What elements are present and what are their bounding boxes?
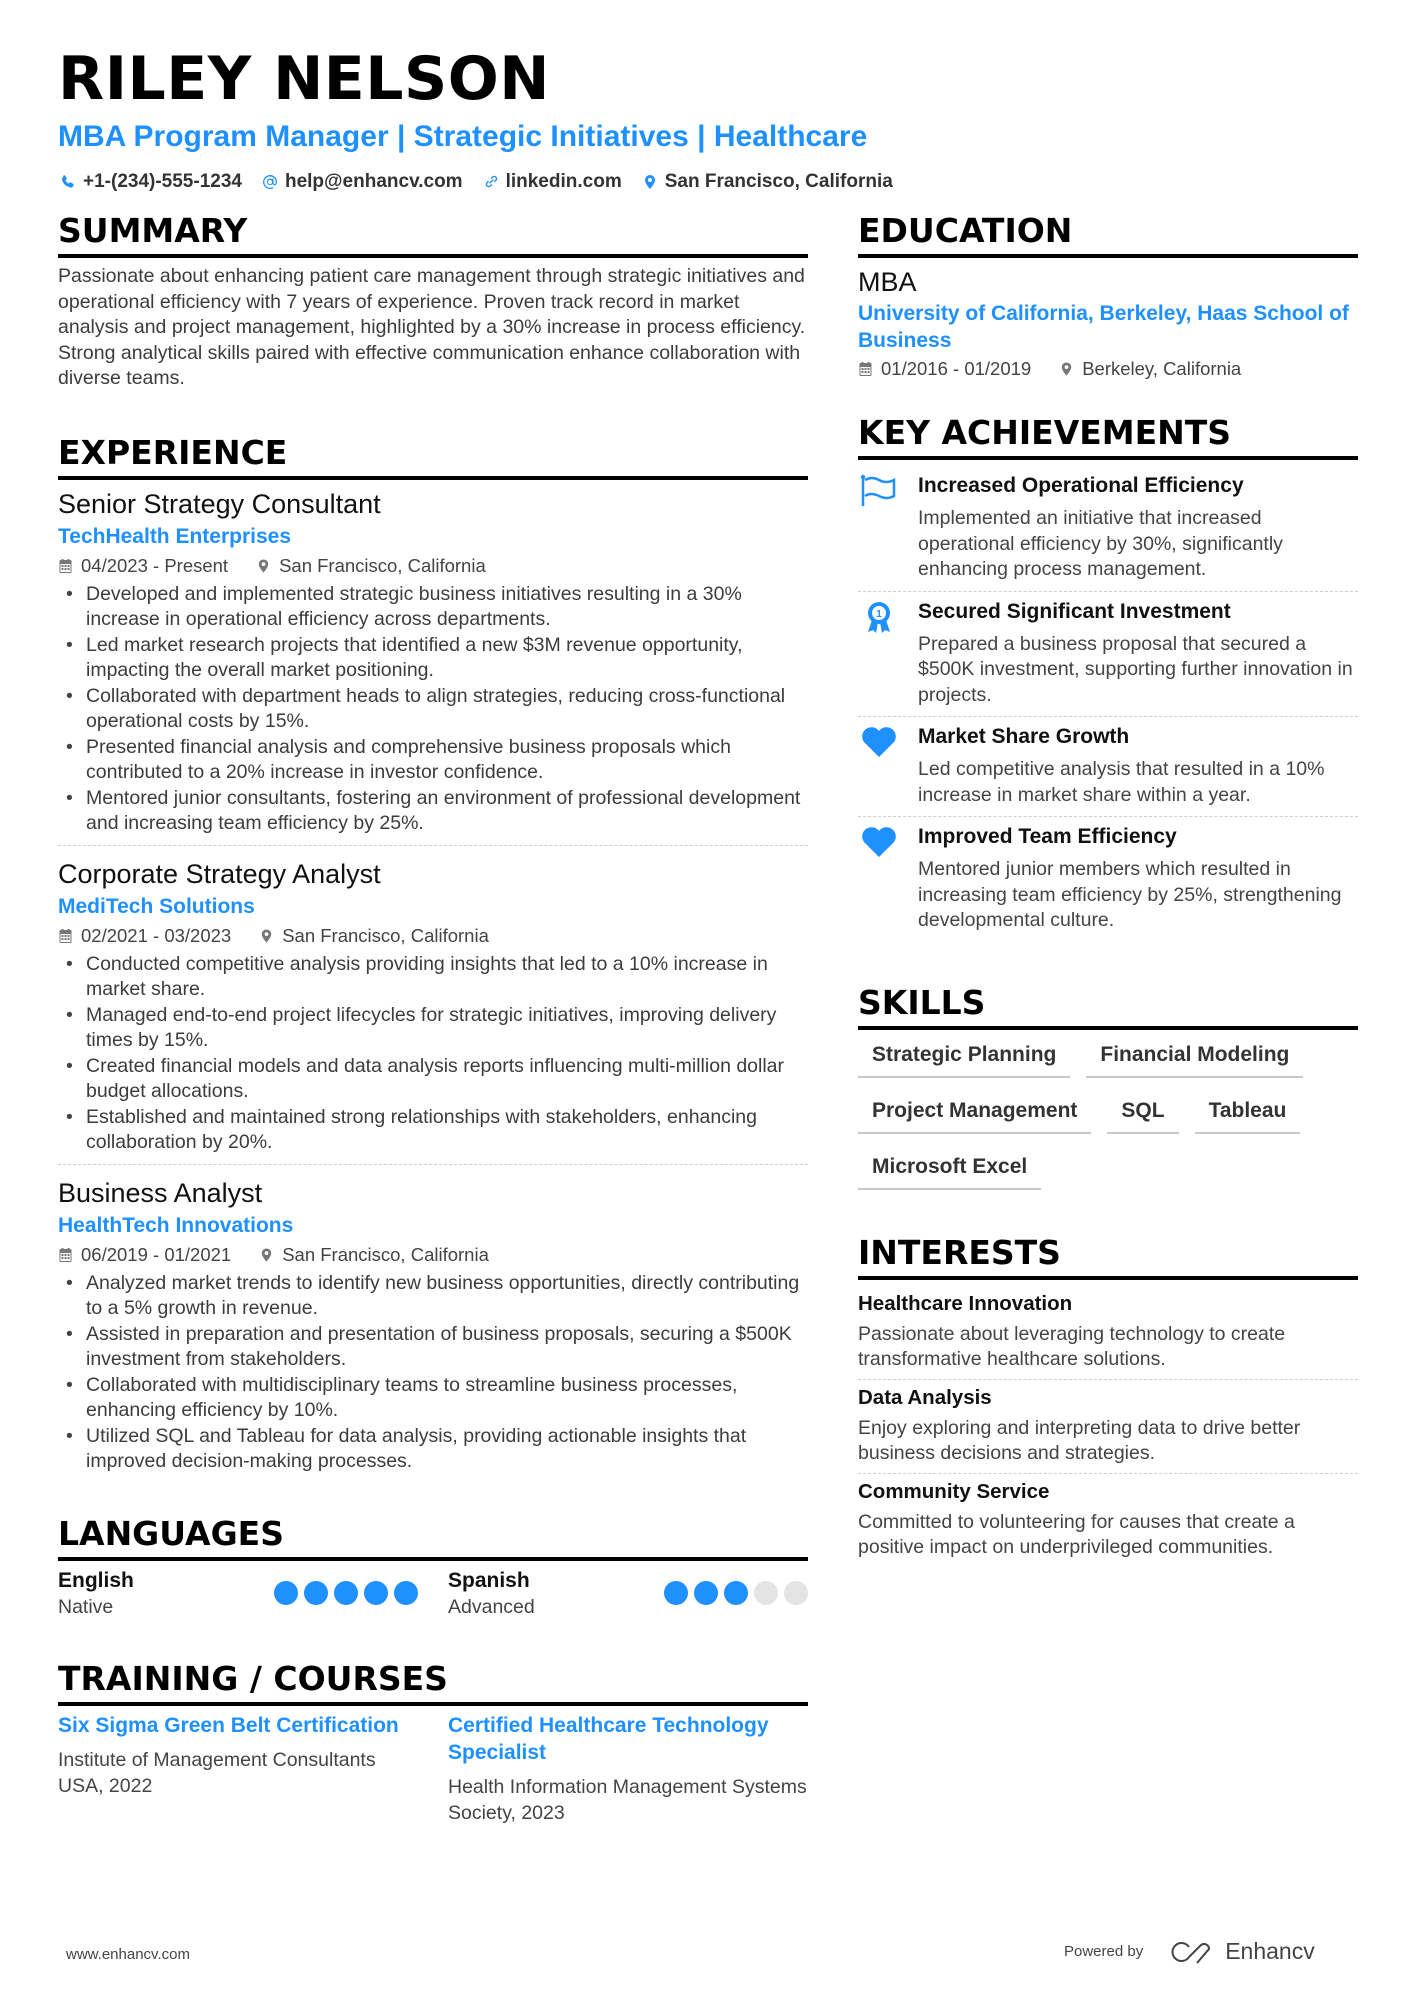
language-item [58, 1567, 418, 1620]
education-location: Berkeley, California [1082, 358, 1242, 379]
dot-filled [724, 1581, 748, 1605]
proficiency-dots [664, 1581, 808, 1605]
company-name: MediTech Solutions [58, 894, 255, 918]
calendar-icon [58, 558, 73, 574]
language-level: Advanced [448, 1595, 535, 1618]
job-location: San Francisco, California [282, 924, 489, 946]
skill-tag: Tableau [1195, 1092, 1301, 1134]
education-meta [858, 354, 1358, 384]
job-location: San Francisco, California [282, 1243, 489, 1265]
course-item [58, 1712, 418, 1826]
candidate-name: RILEY NELSON [58, 44, 550, 114]
interest-title: Data Analysis [858, 1385, 992, 1409]
headline: MBA Program Manager | Strategic Initiatives | Healthcare [58, 120, 868, 153]
email-text: help@enhancv.com [284, 171, 463, 192]
at-icon [262, 174, 278, 190]
languages-section [58, 1513, 808, 1620]
job-dates: 04/2023 - Present [81, 554, 229, 576]
calendar-icon [858, 361, 873, 377]
job-bullets [58, 1271, 808, 1475]
achievement-title: Market Share Growth [918, 725, 1130, 748]
dot-filled [334, 1581, 358, 1605]
calendar-icon [58, 928, 73, 944]
heart-icon [858, 823, 900, 934]
company-name: HealthTech Innovations [58, 1213, 294, 1237]
dot-empty [754, 1581, 778, 1605]
job-title: Business Analyst [58, 1177, 263, 1208]
link-icon [483, 174, 499, 190]
contact-phone[interactable] [60, 168, 242, 196]
job-dates: 06/2019 - 01/2021 [81, 1243, 232, 1265]
contact-location [642, 168, 893, 196]
job-meta [58, 1241, 808, 1269]
skill-tag: SQL [1107, 1092, 1178, 1134]
skill-tag: Financial Modeling [1086, 1036, 1303, 1078]
course-title: Six Sigma Green Belt Certification [58, 1713, 399, 1737]
section-title-interests: INTERESTS [858, 1232, 1358, 1280]
achievement-title: Secured Significant Investment [918, 599, 1231, 623]
interest-desc: Enjoy exploring and interpreting data to drive better business decisions and strategies. [858, 1416, 1301, 1464]
job-bullets [58, 582, 808, 837]
language-level: Native [58, 1595, 114, 1618]
company-name: TechHealth Enterprises [58, 524, 292, 548]
skill-tag: Strategic Planning [858, 1036, 1070, 1078]
experience-section [58, 432, 808, 1483]
section-title-skills: SKILLS [858, 982, 1358, 1030]
education-dates: 01/2016 - 01/2019 [881, 358, 1032, 379]
achievement-item [858, 817, 1358, 942]
language-name: Spanish [448, 1568, 530, 1592]
interest-item [858, 1286, 1358, 1380]
bullet-item: • Developed and implemented strategic business initiatives resulting in a 30% increase in operational efficiency across departments. [58, 582, 808, 633]
achievement-desc: Mentored junior members which resulted in increasing team efficiency by 25%, strengthening developmental culture. [918, 858, 1342, 931]
job-entry [58, 1175, 808, 1483]
bullet-item: • Established and maintained strong relationships with stakeholders, enhancing collaboration by 20%. [58, 1105, 808, 1156]
achievement-title: Improved Team Efficiency [918, 825, 1177, 848]
section-title-education: EDUCATION [858, 210, 1358, 258]
footer-website-link[interactable]: www.enhancv.com [66, 1946, 190, 1963]
degree: MBA [858, 267, 917, 297]
dot-empty [784, 1581, 808, 1605]
right-column [858, 210, 1358, 1567]
bullet-item: • Created financial models and data analysis reports influencing multi-million dollar budget allocations. [58, 1054, 808, 1105]
calendar-icon [58, 1247, 73, 1263]
interest-item [858, 1474, 1358, 1567]
bullet-item: • Assisted in preparation and presentation of business proposals, securing a $500K investment from stakeholders. [58, 1322, 808, 1373]
bullet-item: • Managed end-to-end project lifecycles for strategic initiatives, improving delivery times by 15%. [58, 1003, 808, 1054]
bullet-item: • Presented financial analysis and comprehensive business proposals which contributed to a 20% increase in investor confidence. [58, 735, 808, 786]
location-icon [256, 558, 271, 574]
achievement-desc: Led competitive analysis that resulted in a 10% increase in market share within a year. [918, 758, 1325, 806]
job-dates: 02/2021 - 03/2023 [81, 924, 232, 946]
interests-section [858, 1232, 1358, 1567]
summary-section [58, 210, 808, 392]
interest-title: Community Service [858, 1479, 1050, 1503]
achievement-title: Increased Operational Efficiency [918, 474, 1244, 497]
school-name: University of California, Berkeley, Haas School of Business [858, 302, 1349, 352]
interest-desc: Passionate about leveraging technology to create transformative healthcare solutions. [858, 1322, 1286, 1370]
location-icon [259, 1247, 274, 1263]
courses-list [58, 1712, 808, 1826]
linkedin-text: linkedin.com [505, 171, 622, 192]
course-title: Certified Healthcare Technology Specialist [448, 1713, 769, 1764]
phone-icon [60, 174, 76, 190]
dot-filled [304, 1581, 328, 1605]
section-title-languages: LANGUAGES [58, 1513, 808, 1561]
bullet-item: • Mentored junior consultants, fostering an environment of professional development and increasing team efficiency by 25%. [58, 786, 808, 837]
proficiency-dots [274, 1581, 418, 1605]
course-desc: Health Information Management Systems Society, 2023 [448, 1775, 807, 1824]
location-icon [642, 174, 658, 190]
dot-filled [364, 1581, 388, 1605]
interest-desc: Committed to volunteering for causes that create a positive impact on underprivileged communities. [858, 1510, 1295, 1558]
location-icon [259, 928, 274, 944]
job-bullets [58, 952, 808, 1156]
achievement-desc: Implemented an initiative that increased operational efficiency by 30%, significantly enhancing process management. [918, 507, 1283, 580]
dot-filled [274, 1581, 298, 1605]
job-title: Senior Strategy Consultant [58, 488, 381, 519]
summary-text: Passionate about enhancing patient care management through strategic initiatives and operational efficiency with 7 years of experience. Proven track record in market analysis and project management, highlighted by a 30% increase in process efficiency. Strong analytical skills paired with effective communication enhance collaboration with diverse teams. [58, 265, 806, 389]
dot-filled [664, 1581, 688, 1605]
heart-icon [858, 723, 900, 808]
job-meta [58, 552, 808, 580]
section-title-summary: SUMMARY [58, 210, 808, 258]
course-item [448, 1712, 808, 1826]
bullet-item: • Utilized SQL and Tableau for data analysis, providing actionable insights that improved decision-making processes. [58, 1424, 808, 1475]
skill-tag: Project Management [858, 1092, 1091, 1134]
achievement-item [858, 717, 1358, 817]
achievement-item [858, 592, 1358, 718]
bullet-item: • Led market research projects that identified a new $3M revenue opportunity, impacting the overall market positioning. [58, 633, 808, 684]
brand-name: Enhancv [1225, 1938, 1315, 1964]
bullet-item: • Collaborated with department heads to align strategies, reducing cross-functional operational costs by 15%. [58, 684, 808, 735]
footer-branding[interactable] [1064, 1938, 1315, 1965]
achievements-section [858, 412, 1358, 942]
section-title-experience: EXPERIENCE [58, 432, 808, 480]
job-title: Corporate Strategy Analyst [58, 858, 381, 889]
dot-filled [694, 1581, 718, 1605]
award-ribbon-icon [858, 598, 900, 709]
interest-item [858, 1380, 1358, 1474]
job-meta [58, 922, 808, 950]
location-text: San Francisco, California [664, 171, 893, 192]
section-title-achievements: KEY ACHIEVEMENTS [858, 412, 1358, 460]
training-section [58, 1658, 808, 1826]
achievement-desc: Prepared a business proposal that secured a $500K investment, supporting further innovation in projects. [918, 632, 1353, 706]
flag-icon [858, 472, 900, 583]
contact-bar [60, 168, 893, 196]
bullet-item: • Collaborated with multidisciplinary teams to streamline business processes, enhancing efficiency by 10%. [58, 1373, 808, 1424]
languages-list [58, 1567, 808, 1620]
achievement-item [858, 466, 1358, 592]
skill-tag: Microsoft Excel [858, 1148, 1041, 1190]
bullet-item: • Conducted competitive analysis providing insights that led to a 10% increase in market share. [58, 952, 808, 1003]
skills-list [858, 1036, 1358, 1190]
skills-section [858, 982, 1358, 1190]
language-name: English [58, 1568, 134, 1592]
section-title-training: TRAINING / COURSES [58, 1658, 808, 1706]
job-location: San Francisco, California [279, 554, 486, 576]
powered-by-label: Powered by [1064, 1943, 1144, 1960]
contact-linkedin[interactable] [483, 168, 622, 196]
interest-title: Healthcare Innovation [858, 1291, 1073, 1315]
enhancv-logo-icon [1167, 1939, 1215, 1965]
course-desc: Institute of Management Consultants USA, 2022 [58, 1748, 376, 1797]
job-entry [58, 856, 808, 1165]
svg-text:1: 1 [876, 608, 882, 620]
left-column [58, 210, 808, 1826]
brand-logo [1167, 1938, 1315, 1965]
phone-text: +1-(234)-555-1234 [83, 171, 242, 192]
job-entry [58, 486, 808, 846]
dot-filled [394, 1581, 418, 1605]
bullet-item: • Analyzed market trends to identify new business opportunities, directly contributing to a 5% growth in revenue. [58, 1271, 808, 1322]
contact-email[interactable] [262, 168, 463, 196]
language-item [448, 1567, 808, 1620]
location-icon [1059, 361, 1074, 377]
education-section [858, 210, 1358, 384]
